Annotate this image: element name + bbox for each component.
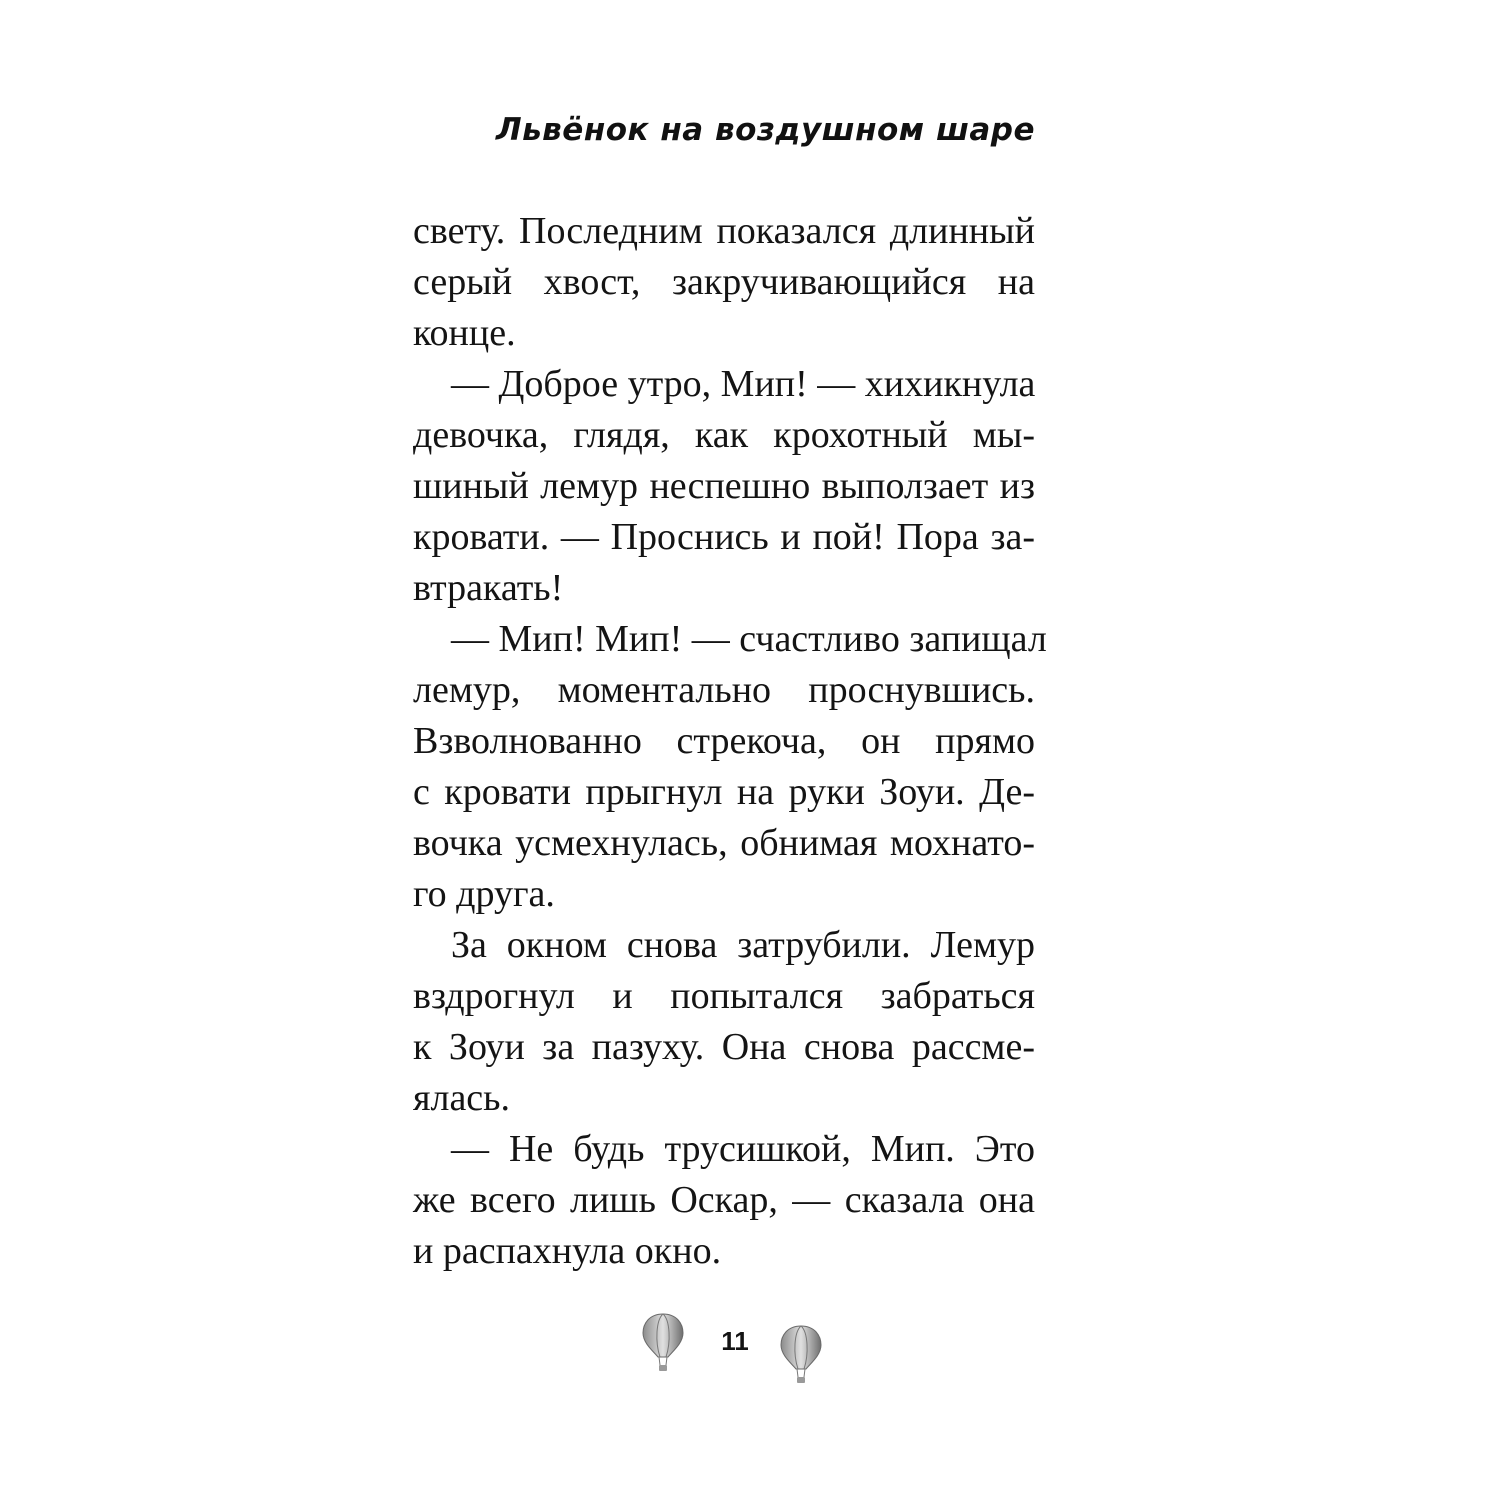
text-line: За окном снова затрубили. Лемур [451, 924, 1035, 966]
text-line: кровати. — Проснись и пой! Пора за- [413, 516, 1035, 558]
text-line: свету. Последним показался длинный [413, 210, 1035, 252]
text-line: го друга. [413, 873, 555, 915]
body-text [413, 206, 1047, 1277]
text-line: вочка усмехнулась, обнимая мохнато- [413, 822, 1035, 864]
text-line: ялась. [413, 1077, 511, 1119]
text-line: вздрогнул и попытался забраться [413, 975, 1035, 1017]
text-line: с кровати прыгнул на руки Зоуи. Де- [413, 771, 1035, 813]
text-line: шиный лемур неспешно выползает из [413, 465, 1035, 507]
text-line: Взволнованно стрекоча, он прямо [413, 720, 1035, 762]
text-line: — Мип! Мип! — счастливо запищал [451, 618, 1047, 660]
page-number: 11 [721, 1326, 749, 1356]
text-line: серый хвост, закручивающийся на [413, 261, 1035, 303]
hot-air-balloon-icon [641, 1312, 685, 1376]
text-line: и распахнула окно. [413, 1230, 722, 1272]
text-line: — Доброе утро, Мип! — хихикнула [451, 363, 1036, 405]
text-line: лемур, моментально проснувшись. [413, 669, 1035, 711]
running-head: Львёнок на воздушном шаре [495, 112, 1035, 148]
text-line: к Зоуи за пазуху. Она снова рассме- [413, 1026, 1035, 1068]
text-line: — Не будь трусишкой, Мип. Это [451, 1128, 1035, 1170]
text-line: конце. [413, 312, 516, 354]
page-footer [0, 1308, 1500, 1388]
text-line: втракать! [413, 567, 564, 609]
hot-air-balloon-icon [779, 1324, 823, 1388]
text-line: девочка, глядя, как крохотный мы- [413, 414, 1035, 456]
text-line: же всего лишь Оскар, — сказала она [413, 1179, 1035, 1221]
